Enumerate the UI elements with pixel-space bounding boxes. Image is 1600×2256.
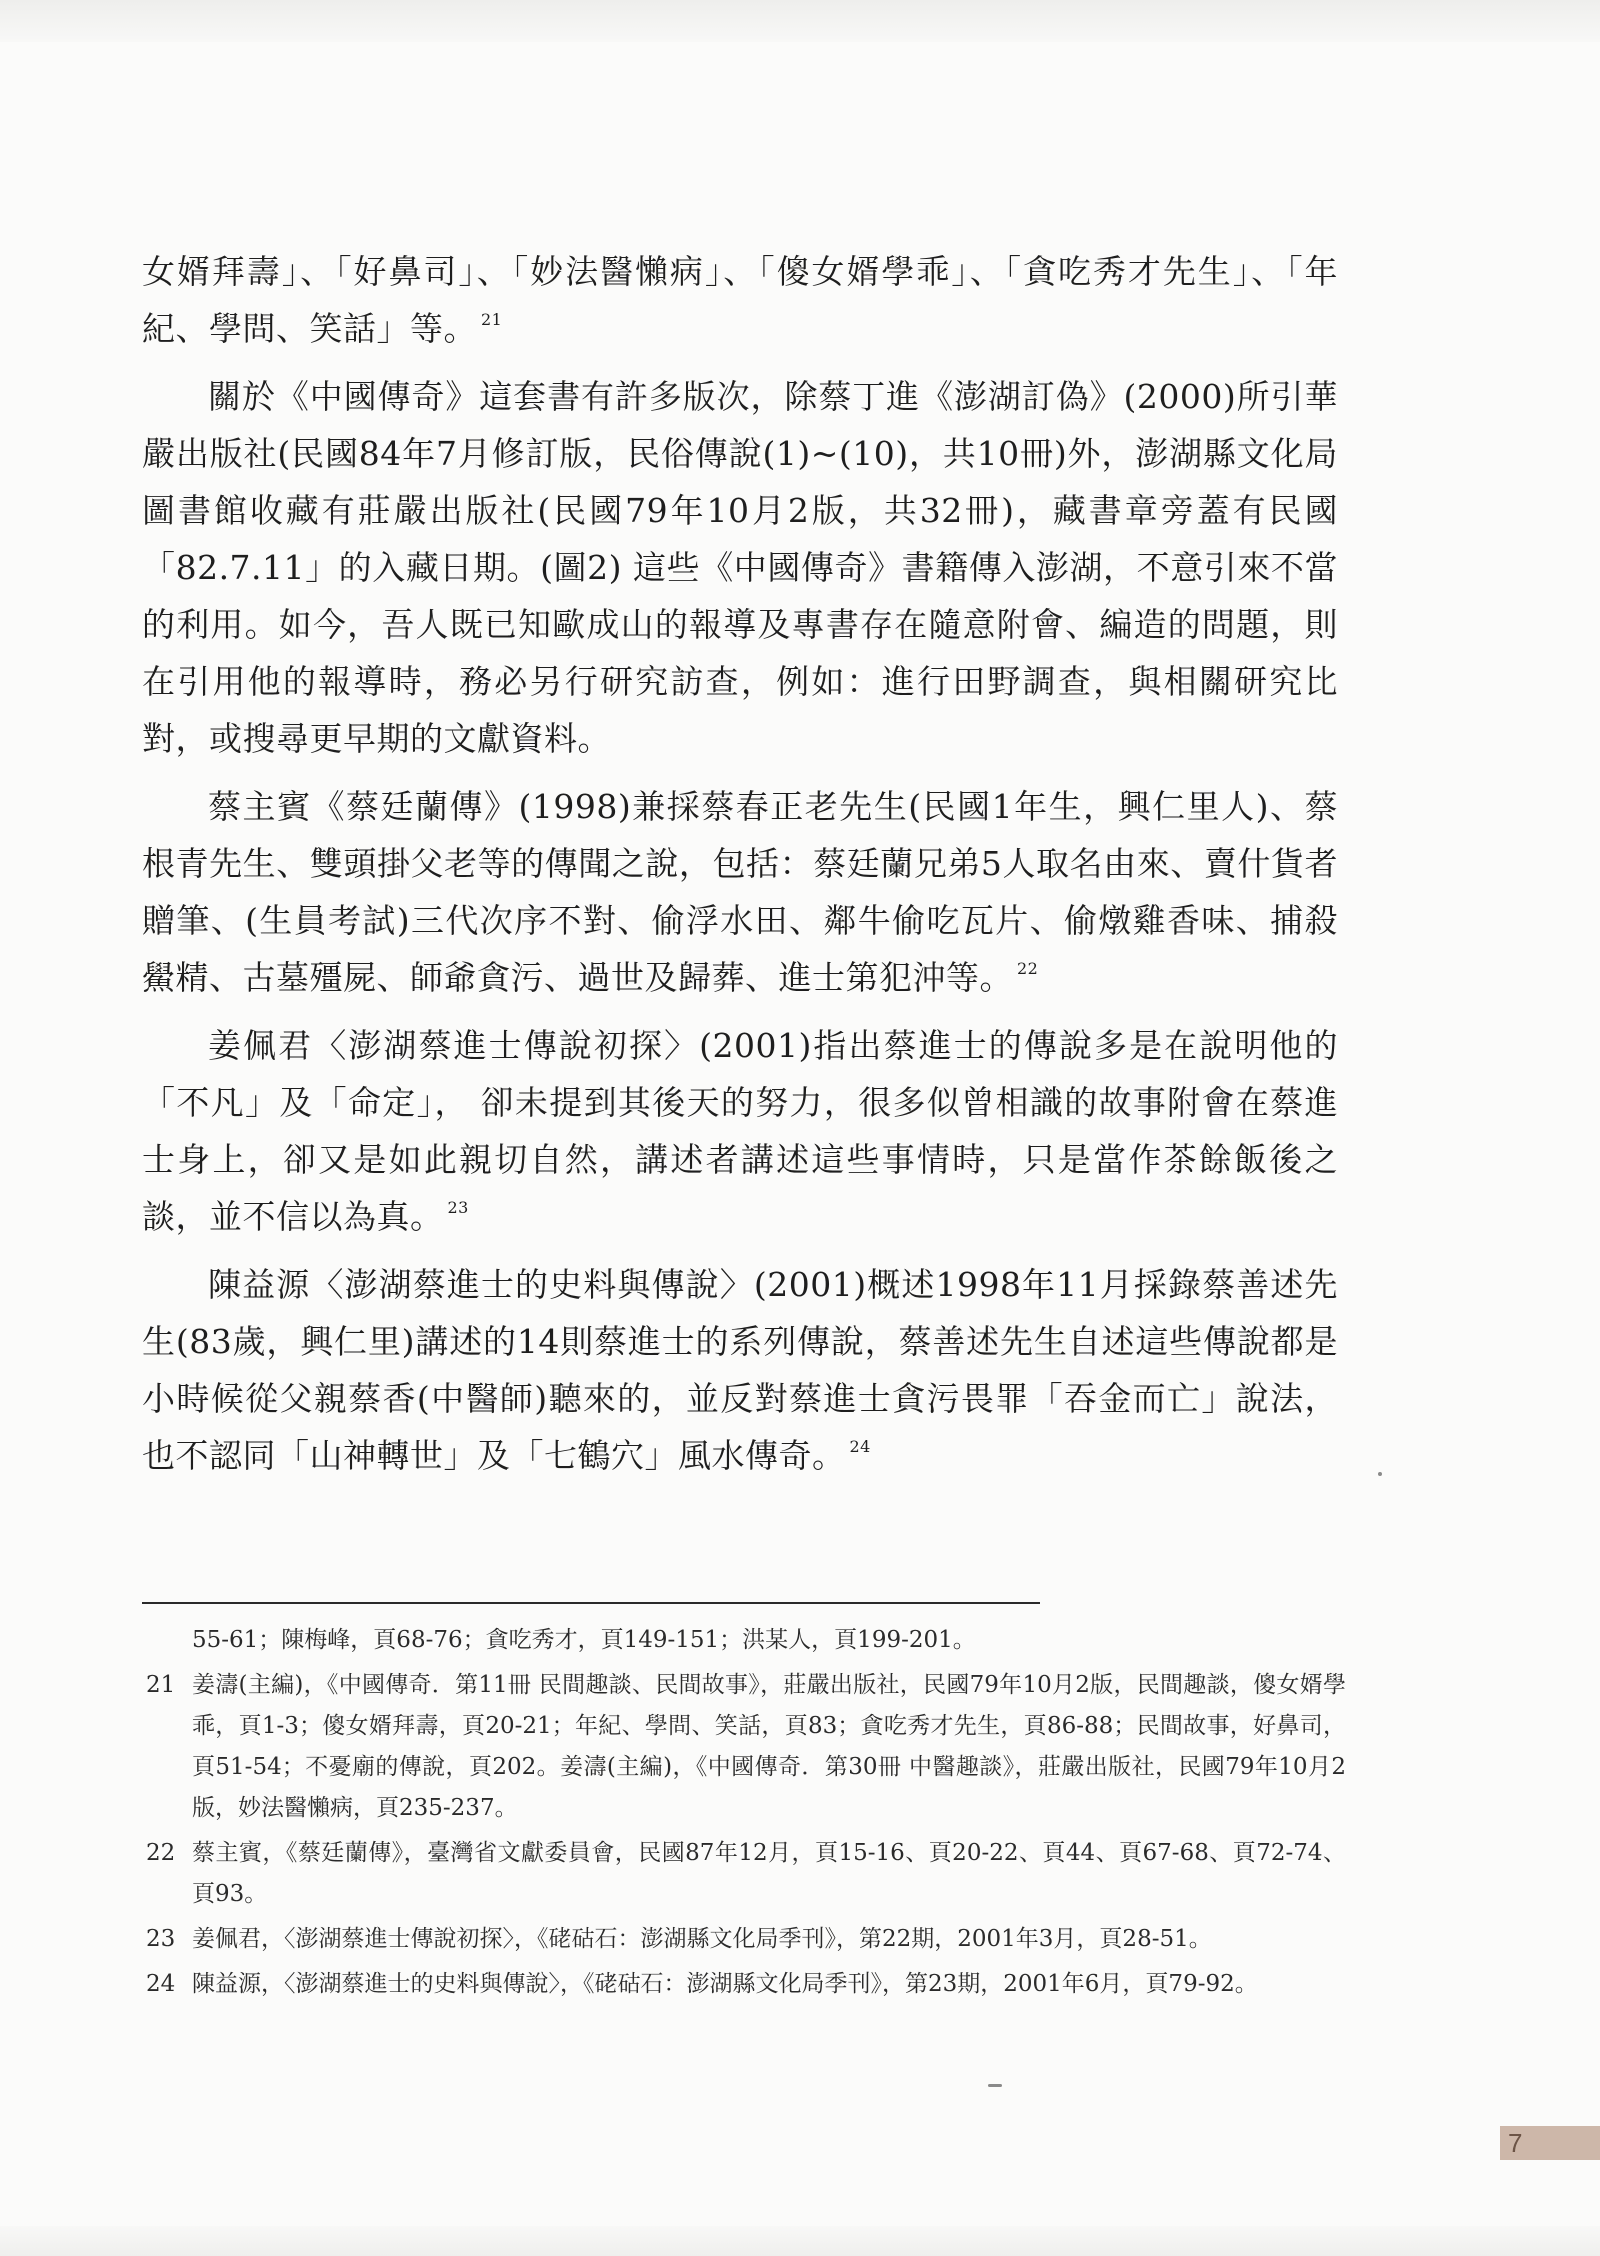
main-body xyxy=(142,243,1338,1495)
footnote-separator xyxy=(142,1602,1040,1604)
footnote-23: 23 姜佩君，〈澎湖蔡進士傳說初探〉，《硓𥑮石：澎湖縣文化局季刊》，第22期，2001年3月，頁28-51。 xyxy=(146,1919,1346,1960)
footnote-ref-23: 23 xyxy=(447,1198,469,1217)
scan-edge-top xyxy=(0,0,1600,42)
footnote-ref-22: 22 xyxy=(1017,959,1039,978)
paragraph-3: 蔡主賓《蔡廷蘭傳》(1998)兼採蔡春正老先生(民國1年生，興仁里人)、蔡根青先生、雙頭掛父老等的傳聞之說，包括：蔡廷蘭兄弟5人取名由來、賣什貨者贈筆、(生員考試)三代次序不對、偷浮水田、鄰牛偷吃瓦片、偷燉雞香味、捕殺鱟精、古墓殭屍、師爺貪污、過世及歸葬、進士第犯沖等。 $^{22}$ xyxy=(142,787,1338,997)
footnote-number: 22 xyxy=(146,1840,176,1866)
footnote-22: 22 蔡主賓，《蔡廷蘭傳》，臺灣省文獻委員會，民國87年12月，頁15-16、頁20-22、頁44、頁67-68、頁72-74、頁93。 xyxy=(146,1833,1346,1915)
footnote-number: 24 xyxy=(146,1971,176,1997)
scan-speck xyxy=(988,2084,1002,2087)
paragraph-4: 姜佩君〈澎湖蔡進士傳說初探〉(2001)指出蔡進士的傳說多是在說明他的「不凡」及「命定」， 卻未提到其後天的努力，很多似曾相識的故事附會在蔡進士身上，卻又是如此親切自然，講述者講述這些事情時，只是當作茶餘飯後之談，並不信以為真。 $^{23}$ xyxy=(142,1026,1338,1236)
footnote-24: 24 陳益源，〈澎湖蔡進士的史料與傳說〉，《硓𥑮石：澎湖縣文化局季刊》，第23期，2001年6月，頁79-92。 xyxy=(146,1964,1346,2005)
scan-speck xyxy=(1378,1472,1382,1476)
page-number: 7 xyxy=(1500,2126,1600,2160)
footnotes xyxy=(146,1620,1346,2009)
scan-edge-bottom xyxy=(0,2226,1600,2256)
footnote-number: 23 xyxy=(146,1926,176,1952)
paragraph-1: 女婿拜壽」、「好鼻司」、「妙法醫懶病」、「傻女婿學乖」、「貪吃秀才先生」、「年紀、學問、笑話」等。 $^{21}$ xyxy=(142,252,1338,348)
footnote-continuation: 55-61；陳梅峰，頁68-76；貪吃秀才，頁149-151；洪某人，頁199-201。 xyxy=(192,1627,976,1653)
footnote-ref-24: 24 xyxy=(849,1437,871,1456)
footnote-number: 21 xyxy=(146,1672,176,1698)
paragraph-5: 陳益源〈澎湖蔡進士的史料與傳說〉(2001)概述1998年11月採錄蔡善述先生(83歲，興仁里)講述的14則蔡進士的系列傳說，蔡善述先生自述這些傳說都是小時候從父親蔡香(中醫師)聽來的，並反對蔡進士貪污畏罪「吞金而亡」說法，也不認同「山神轉世」及「七鶴穴」風水傳奇。 $^{24}$ xyxy=(142,1265,1338,1475)
footnote-21: 21 姜濤(主編)，《中國傳奇．第11冊 民間趣談、民間故事》，莊嚴出版社，民國79年10月2版，民間趣談，傻女婿學乖，頁1-3；傻女婿拜壽，頁20-21；年紀、學問、笑話，頁83；貪吃秀才先生，頁86-88；民間故事，好鼻司，頁51-54；不憂廟的傳說，頁202。姜濤(主編)，《中國傳奇．第30冊 中醫趣談》，莊嚴出版社，民國79年10月2版，妙法醫懶病，頁235-237。 xyxy=(146,1665,1346,1829)
footnote-ref-21: 21 xyxy=(481,310,503,329)
paragraph-2: 關於《中國傳奇》這套書有許多版次，除蔡丁進《澎湖訂偽》(2000)所引華嚴出版社(民國84年7月修訂版，民俗傳說(1)~(10)，共10冊)外，澎湖縣文化局圖書館收藏有莊嚴出版社(民國79年10月2版，共32冊)，藏書章旁蓋有民國「82.7.11」的入藏日期。(圖2) 這些《中國傳奇》書籍傳入澎湖，不意引來不當的利用。如今，吾人既已知歐成山的報導及專書存在隨意附會、編造的問題，則在引用他的報導時，務必另行研究訪查，例如：進行田野調查，與相關研究比對，或搜尋更早期的文獻資料。 xyxy=(142,377,1338,758)
